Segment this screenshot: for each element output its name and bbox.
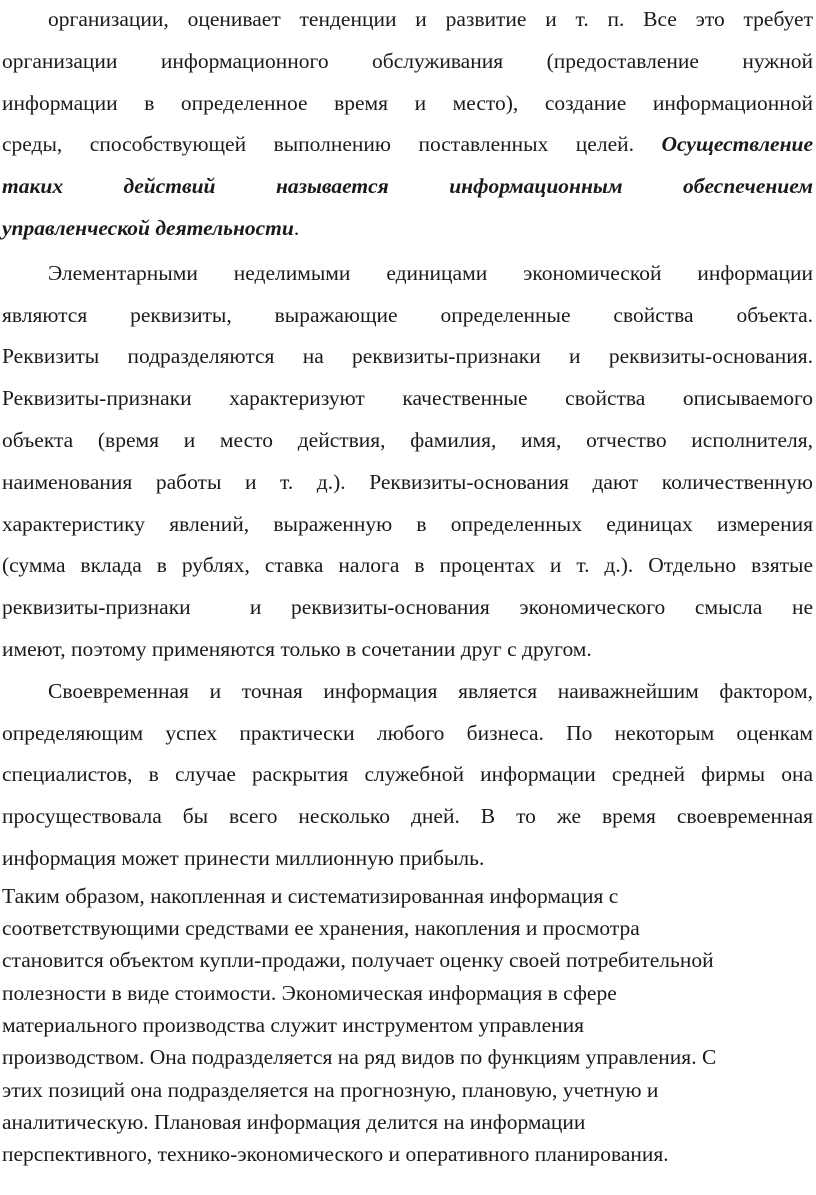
text-line: характеристику явлений, выраженную в определенных единицах измерения [2,511,813,536]
text-line: Реквизиты-признаки характеризуют качественные свойства описываемого [2,386,813,411]
paragraph-information-as-commodity [2,880,813,1171]
text-line: реквизиты-признаки и реквизиты-основания экономического смысла не [2,595,813,620]
text-line: аналитическую. Плановая информация делится на информации [2,1109,586,1134]
paragraph-requisites [2,253,813,671]
text-line: перспективного, технико-экономического и оперативного планирования. [2,1142,669,1167]
text-fragment: среды, способствующей выполнению поставленных целей. [2,132,635,157]
defined-term-line: таких действий называется информационным обеспечением [2,174,813,199]
text-line: Реквизиты подразделяются на реквизиты-признаки и реквизиты-основания. [2,344,813,369]
text-line: соответствующими средствами ее хранения, накопления и просмотра [2,916,640,941]
text-line: определяющим успех практически любого бизнеса. По некоторым оценкам [2,720,813,745]
text-line: имеют, поэтому применяются только в сочетании друг с другом. [2,636,592,661]
text-line [2,124,813,166]
text-line: (сумма вклада в рублях, ставка налога в процентах и т. д.). Отдельно взятые [2,553,813,578]
text-line: полезности в виде стоимости. Экономическая информация в сфере [2,980,617,1005]
text-line: становится объектом купли-продажи, получает оценку своей потребительной [2,948,714,973]
defined-term: Осуществление [661,132,814,157]
text-line: Элементарными неделимыми единицами экономической информации [48,260,813,285]
text-line: объекта (время и место действия, фамилия, имя, отчество исполнителя, [2,427,813,452]
text-line: наименования работы и т. д.). Реквизиты-основания дают количественную [2,469,813,494]
text-line: материального производства служит инструментом управления [2,1012,585,1037]
text-line: просуществовала бы всего несколько дней. В то же время своевременная [2,804,813,829]
text-line: этих позиций она подразделяется на прогнозную, плановую, учетную и [2,1077,659,1102]
text-line: организации информационного обслуживания (предоставление нужной [2,48,813,73]
text-line: организации, оценивает тенденции и развитие и т. п. Все это требует [48,7,813,31]
text-fragment: . [293,215,300,240]
text-line: Своевременная и точная информация является наиважнейшим фактором, [48,678,813,703]
text-line: информации в определенное время и место), создание информационной [2,90,813,115]
text-line [2,208,813,250]
text-line: производством. Она подразделяется на ряд видов по функциям управления. С [2,1045,717,1070]
paragraph-information-support [2,0,813,250]
text-line: информация может принести миллионную прибыль. [2,845,485,870]
paragraph-timely-information [2,671,813,880]
defined-term: управленческой деятельности [2,215,294,240]
text-line: специалистов, в случае раскрытия служебной информации средней фирмы она [2,762,813,787]
text-line: Таким образом, накопленная и систематизированная информация с [2,883,619,908]
text-line: являются реквизиты, выражающие определенные свойства объекта. [2,302,813,327]
